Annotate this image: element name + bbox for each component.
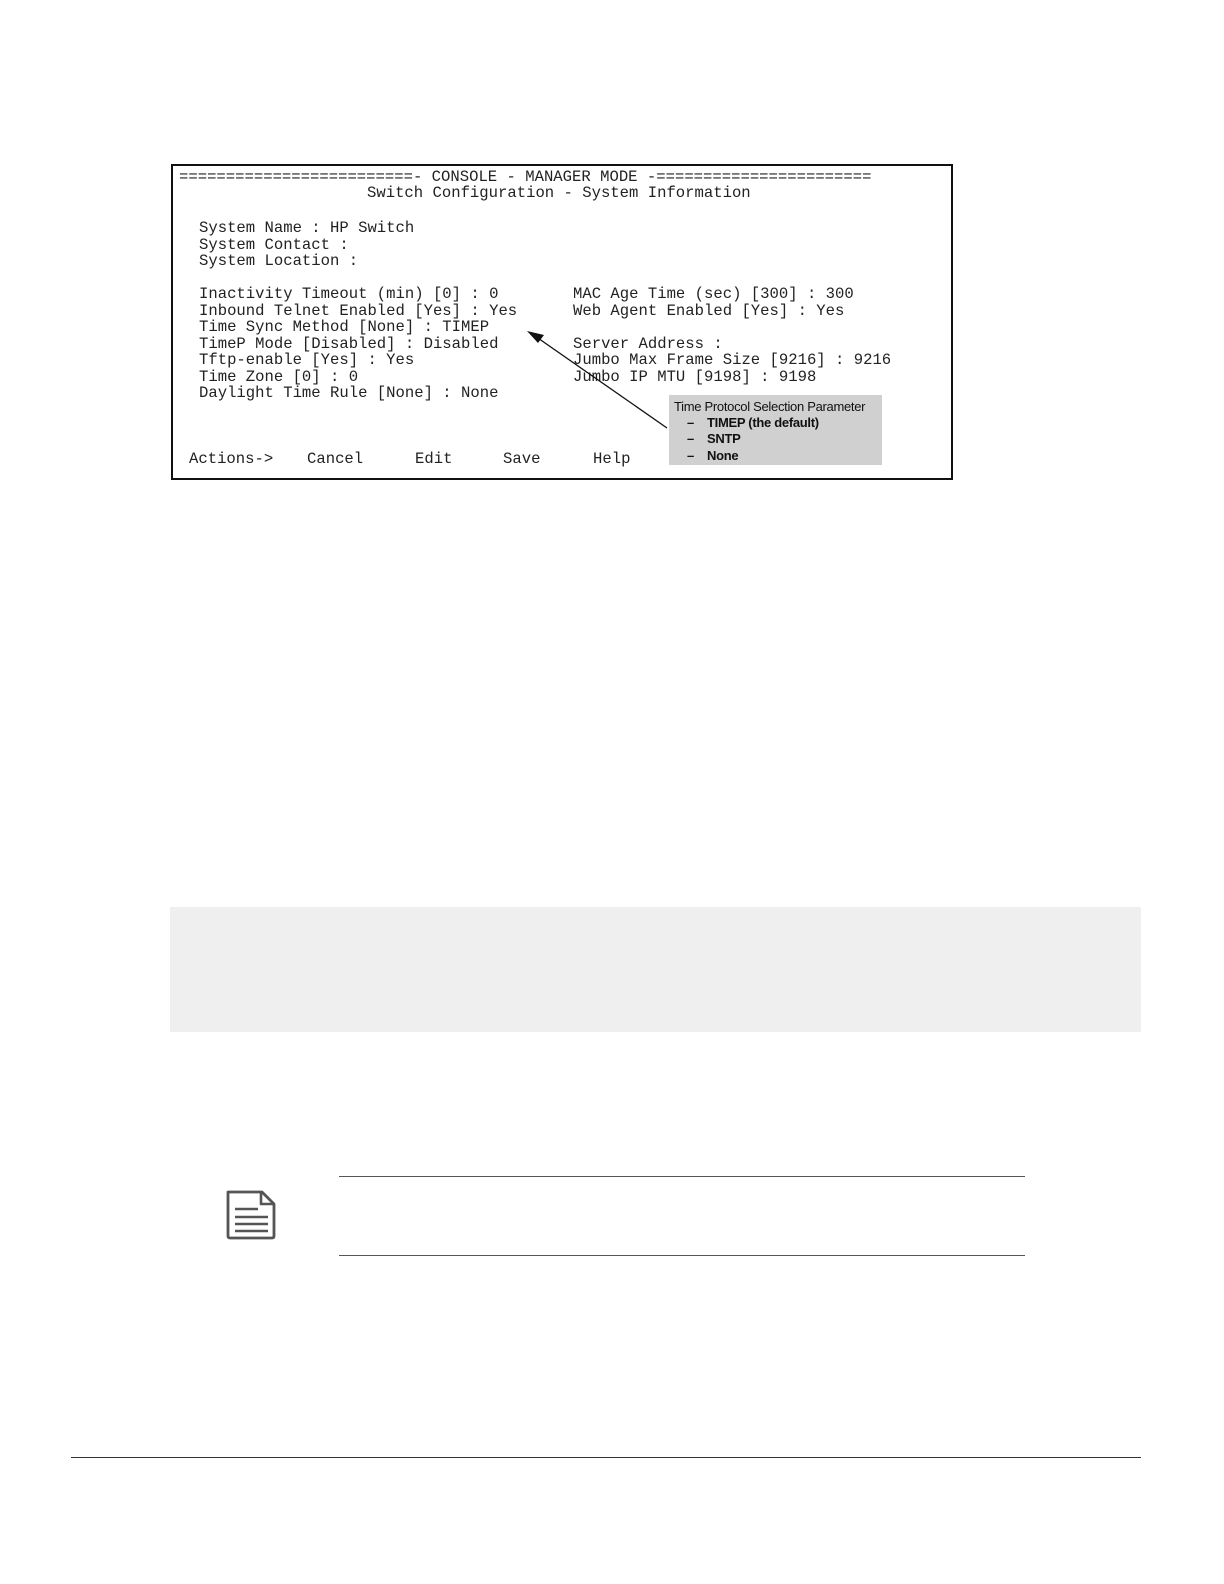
jumbo-max-frame-field[interactable]: Jumbo Max Frame Size [9216] : 9216 xyxy=(573,351,892,369)
cancel-action[interactable]: Cancel xyxy=(307,450,364,468)
time-zone-field[interactable]: Time Zone [0] : 0 xyxy=(199,368,359,386)
web-agent-field[interactable]: Web Agent Enabled [Yes] : Yes xyxy=(573,302,845,320)
timep-mode-field[interactable]: TimeP Mode [Disabled] : Disabled xyxy=(199,335,499,353)
callout-option-label: None xyxy=(707,448,739,463)
time-sync-method-field[interactable]: Time Sync Method [None] : TIMEP xyxy=(199,318,490,336)
system-contact-field[interactable]: System Contact : xyxy=(199,236,349,254)
help-action[interactable]: Help xyxy=(593,450,631,468)
inbound-telnet-field[interactable]: Inbound Telnet Enabled [Yes] : Yes xyxy=(199,302,518,320)
callout-dash: – xyxy=(687,448,694,463)
console-subtitle: Switch Configuration - System Information xyxy=(367,184,751,202)
callout-dash: – xyxy=(687,415,694,430)
console-header: =========================- CONSOLE - MANAGER MODE -======================= xyxy=(179,168,872,186)
system-name-field[interactable]: System Name : HP Switch xyxy=(199,219,415,237)
callout-box xyxy=(669,395,882,465)
daylight-time-rule-field[interactable]: Daylight Time Rule [None] : None xyxy=(199,384,499,402)
note-document-icon xyxy=(224,1188,278,1242)
edit-action[interactable]: Edit xyxy=(415,450,453,468)
callout-dash: – xyxy=(687,431,694,446)
callout-option-label: TIMEP (the default) xyxy=(707,415,819,430)
callout-title: Time Protocol Selection Parameter xyxy=(674,399,866,414)
tftp-enable-field[interactable]: Tftp-enable [Yes] : Yes xyxy=(199,351,415,369)
inactivity-timeout-field[interactable]: Inactivity Timeout (min) [0] : 0 xyxy=(199,285,499,303)
note-top-rule xyxy=(339,1176,1025,1177)
mac-age-time-field[interactable]: MAC Age Time (sec) [300] : 300 xyxy=(573,285,854,303)
jumbo-ip-mtu-field[interactable]: Jumbo IP MTU [9198] : 9198 xyxy=(573,368,817,386)
note-bottom-rule xyxy=(339,1255,1025,1256)
system-location-field[interactable]: System Location : xyxy=(199,252,359,270)
console-screen xyxy=(171,164,953,480)
server-address-field[interactable]: Server Address : xyxy=(573,335,723,353)
callout-option-timep xyxy=(687,415,819,430)
callout-option-none xyxy=(687,448,738,463)
save-action[interactable]: Save xyxy=(503,450,541,468)
actions-label: Actions-> xyxy=(189,450,274,468)
footer-rule xyxy=(71,1457,1141,1458)
shaded-content-block xyxy=(170,907,1141,1032)
callout-option-label: SNTP xyxy=(707,431,741,446)
callout-option-sntp xyxy=(687,431,740,446)
